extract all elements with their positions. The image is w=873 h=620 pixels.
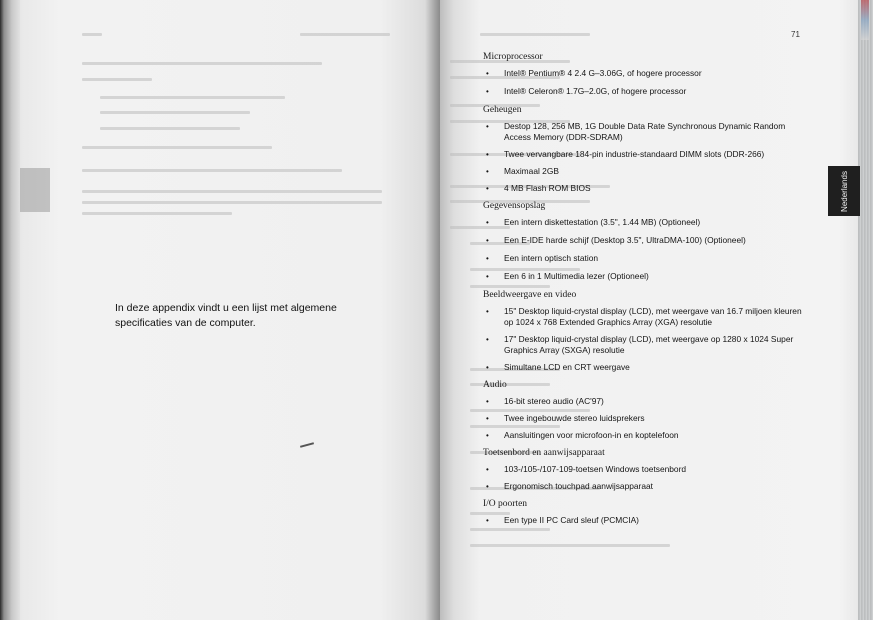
section-memory [483, 104, 803, 194]
page-edges [858, 0, 873, 620]
spec-item: • Twee vervangbare 184-pin industrie-standaard DIMM slots (DDR-266) [483, 149, 803, 160]
spec-item: • Aansluitingen voor microfoon-in en koptelefoon [483, 430, 803, 441]
section-audio [483, 379, 803, 441]
spec-item: • 16-bit stereo audio (AC'97) [483, 396, 803, 407]
appendix-intro-text: In deze appendix vindt u een lijst met algemene specificaties van de computer. [115, 302, 337, 329]
language-tab-label: Nederlands [839, 170, 849, 212]
page-number: 71 [791, 30, 800, 39]
spec-item: • Een E-IDE harde schijf (Desktop 3.5", UltraDMA-100) (Optioneel) [483, 235, 803, 246]
spec-item: • Twee ingebouwde stereo luidsprekers [483, 413, 803, 424]
spec-item: • 103-/105-/107-109-toetsen Windows toetsenbord [483, 464, 803, 475]
section-heading: Gegevensopslag [483, 201, 546, 211]
spec-item: • Intel® Celeron® 1.7G–2.0G, of hogere processor [483, 86, 803, 97]
spec-item: • Maximaal 2GB [483, 166, 803, 177]
section-heading: Beeldweergave en video [483, 290, 577, 300]
section-heading: Microprocessor [483, 52, 543, 62]
section-keyboard [483, 447, 803, 492]
spec-item: • Een 6 in 1 Multimedia lezer (Optioneel) [483, 271, 803, 282]
spec-item: • Simultane LCD en CRT weergave [483, 362, 803, 373]
section-io-ports [483, 498, 803, 526]
section-storage [483, 200, 803, 282]
section-microprocessor [483, 51, 803, 97]
spec-item: • 17" Desktop liquid-crystal display (LCD), met weergave op 1280 x 1024 Super Graphics Array (SXGA) resolutie [483, 334, 803, 356]
left-page-edge [0, 0, 20, 620]
section-heading: I/O poorten [483, 499, 528, 509]
spec-item: • Intel® Pentium® 4 2.4 G–3.06G, of hogere processor [483, 68, 803, 79]
left-page-tab-shadow [20, 168, 50, 212]
spec-item: • 4 MB Flash ROM BIOS [483, 183, 803, 194]
language-tab [828, 166, 860, 216]
spec-item: • Een intern optisch station [483, 253, 803, 264]
pen-mark [300, 442, 314, 448]
spec-item: • Destop 128, 256 MB, 1G Double Data Rate Synchronous Dynamic Random Access Memory (DDR-SDRAM) [483, 121, 803, 143]
spec-item: • Een type II PC Card sleuf (PCMCIA) [483, 515, 803, 526]
spec-item: • Ergonomisch touchpad aanwijsapparaat [483, 481, 803, 492]
spec-item: • Een intern diskettestation (3.5", 1.44 MB) (Optioneel) [483, 217, 803, 228]
section-heading: Audio [483, 380, 507, 390]
section-heading: Toetsenbord en aanwijsapparaat [483, 448, 605, 458]
section-display [483, 289, 803, 373]
section-heading: Geheugen [483, 105, 522, 115]
spec-item: • 15" Desktop liquid-crystal display (LCD), met weergave van 16.7 miljoen kleuren op 1024 x 768 Extended Graphics Array (XGA) resolutie [483, 306, 803, 328]
specifications-list [483, 51, 803, 532]
